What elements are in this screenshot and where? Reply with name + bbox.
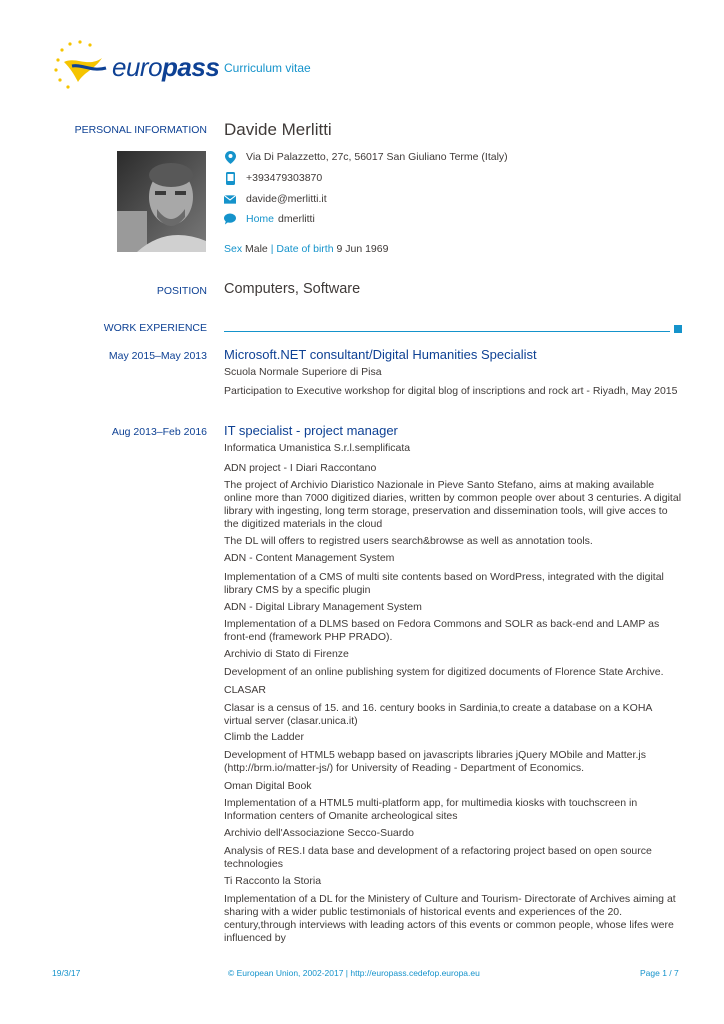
job-paragraph: The DL will offers to registred users search&browse as well as annotation tools. [224, 535, 593, 547]
messenger-type-label: Home [246, 213, 275, 225]
job-employer: Informatica Umanistica S.r.l.semplificata [224, 442, 411, 454]
person-name: Davide Merlitti [224, 120, 332, 139]
job-paragraph: Ti Racconto la Storia [224, 875, 322, 887]
dob-value: 9 Jun 1969 [336, 243, 389, 255]
job-paragraph: Archivio di Stato di Firenze [224, 648, 349, 660]
email-icon [224, 193, 236, 205]
address-text: Via Di Palazzetto, 27c, 56017 San Giuliano Terme (Italy) [246, 151, 508, 163]
sex-label: Sex [224, 243, 243, 255]
job-description: Participation to Executive workshop for digital blog of inscriptions and rock art - Riyadh, May 2015 [224, 385, 678, 397]
sex-dob-line [224, 243, 388, 255]
job-paragraph: Oman Digital Book [224, 780, 312, 792]
mobile-phone-icon [224, 172, 236, 184]
phone-text: +393479303870 [246, 172, 323, 184]
job-paragraph: Climb the Ladder [224, 731, 304, 743]
job-paragraph: Implementation of a HTML5 multi-platform app, for multimedia kiosks with touchscreen in Information centers of Omanite archeological sites [224, 797, 638, 822]
job-dates: May 2015–May 2013 [108, 350, 207, 362]
job-paragraph: Implementation of a DLMS based on Fedora Commons and SOLR as back-end and LAMP as front-end (framework PHP PRADO). [224, 618, 660, 643]
contact-address [224, 151, 508, 163]
contact-messenger [224, 213, 315, 225]
section-divider [224, 331, 670, 332]
footer-date: 19/3/17 [52, 968, 81, 978]
section-label-personal: PERSONAL INFORMATION [74, 124, 207, 136]
location-pin-icon [224, 151, 236, 163]
job-paragraph: Development of HTML5 webapp based on javascripts libraries jQuery MObile and Matter.js (http://brm.io/matter-js/) for University of Reading - Department of Economics. [224, 749, 646, 774]
document-title: Curriculum vitae [224, 61, 311, 75]
contact-phone [224, 172, 322, 184]
separator: | [270, 243, 274, 255]
job-paragraph: Clasar is a census of 15. and 16. century books in Sardinia,to create a database on a KOHA virtual server (clasar.unica.it) [224, 702, 652, 727]
logo-wordmark: europass [112, 52, 220, 82]
footer-copyright[interactable]: © European Union, 2002-2017 | http://europass.cedefop.europa.eu [228, 968, 480, 978]
job-employer: Scuola Normale Superiore di Pisa [224, 366, 382, 378]
contact-email [224, 193, 327, 205]
job-paragraph: The project of Archivio Diaristico Nazionale in Pieve Santo Stefano, aims at making available online more than 7000 digitized diaries, written by common people over about 3 centuries. A digital library with ingesting, long term storage, preservation and dissemination tools, will give acces to the digitized materials in the cloud [224, 479, 682, 530]
job-paragraph: ADN project - I Diari Raccontano [224, 462, 377, 474]
chat-bubble-icon [224, 213, 236, 225]
job-paragraph: Development of an online publishing system for digitized documents of Florence State Archive. [224, 666, 664, 678]
section-label-position: POSITION [156, 285, 207, 297]
job-paragraph: Archivio dell'Associazione Secco-Suardo [224, 827, 414, 839]
section-label-work: WORK EXPERIENCE [103, 322, 207, 334]
messenger-handle: dmerlitti [278, 213, 315, 225]
section-divider-marker [674, 325, 682, 333]
job-paragraph: Analysis of RES.I data base and development of a refactoring project based on open source technologies [224, 845, 652, 870]
job-title: IT specialist - project manager [224, 423, 398, 438]
job-dates: Aug 2013–Feb 2016 [111, 426, 207, 438]
footer-page-number: Page 1 / 7 [640, 968, 679, 978]
job-paragraph: Implementation of a DL for the Ministery of Culture and Tourism- Directorate of Archives aiming at sharing with a wider public testimonials of historical events and experiences of the 20. century,through interviews with leading actors of this events or common people, whose lifes were influenced by [224, 893, 676, 944]
dob-label: Date of birth [276, 243, 334, 255]
position-value: Computers, Software [224, 281, 361, 297]
job-paragraph: ADN - Content Management System [224, 552, 395, 564]
job-paragraph: ADN - Digital Library Management System [224, 601, 422, 613]
sex-value: Male [245, 243, 268, 255]
job-title: Microsoft.NET consultant/Digital Humanities Specialist [224, 347, 537, 362]
job-paragraph: Implementation of a CMS of multi site contents based on WordPress, integrated with the digital library CMS by a specific plugin [224, 571, 664, 596]
job-paragraph: CLASAR [224, 684, 267, 696]
profile-photo [117, 151, 206, 252]
email-text[interactable]: davide@merlitti.it [246, 193, 327, 205]
